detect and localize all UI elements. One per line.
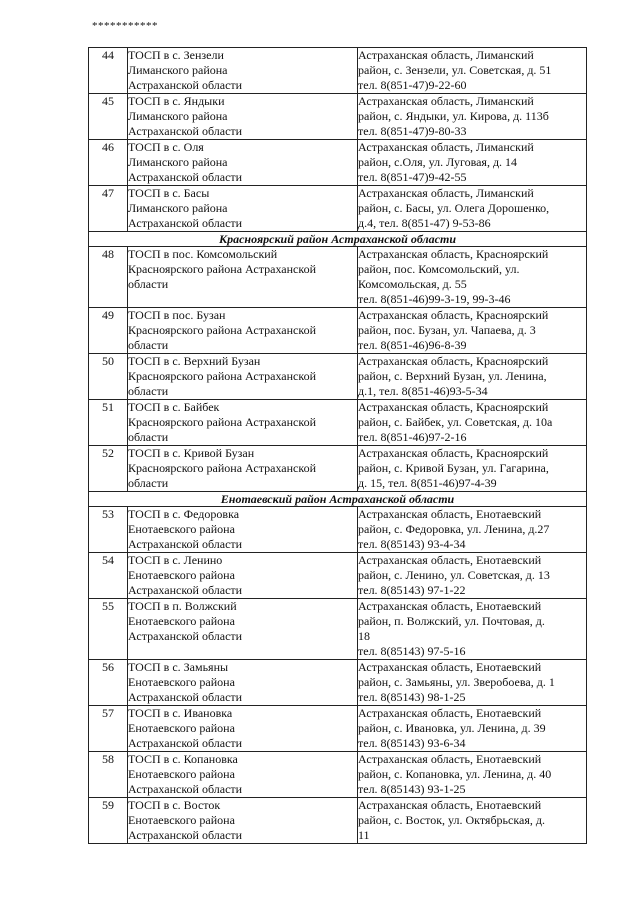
section-title: Красноярский район Астраханской области (89, 232, 587, 247)
office-address-line: район, пос. Бузан, ул. Чапаева, д. 3 (358, 323, 536, 337)
office-address-line: тел. 8(85143) 97-1-22 (358, 583, 466, 597)
office-address-line: Астраханская область, Красноярский (358, 308, 549, 322)
office-name-line: Енотаевского района (128, 721, 235, 735)
office-address-line: Астраханская область, Лиманский (358, 48, 534, 62)
office-address-line: тел. 8(851-47)9-80-33 (358, 124, 467, 138)
office-address-line: тел. 8(85143) 93-1-25 (358, 782, 466, 796)
office-name-line: ТОСП в с. Федоровка (128, 507, 240, 521)
header-asterisks: *********** (92, 20, 158, 32)
office-address-line: тел. 8(851-46)97-2-16 (358, 430, 467, 444)
office-address-line: район, с. Ивановка, ул. Ленина, д. 39 (358, 721, 546, 735)
office-address-line: Астраханская область, Красноярский (358, 400, 549, 414)
table-row (89, 400, 587, 446)
office-address-cell (358, 140, 587, 186)
section-title: Енотаевский район Астраханской области (89, 492, 587, 507)
office-address-line: тел. 8(851-46)96-8-39 (358, 338, 467, 352)
office-name-line: Енотаевского района (128, 614, 235, 628)
row-number: 50 (89, 354, 128, 400)
row-number: 47 (89, 186, 128, 232)
office-name-line: Лиманского района (128, 155, 228, 169)
office-address-line: тел. 8(851-46)99-3-19, 99-3-46 (358, 292, 511, 306)
office-address-line: район, пос. Комсомольский, ул. (358, 262, 520, 276)
row-number: 56 (89, 660, 128, 706)
table-row (89, 308, 587, 354)
office-address-line: Астраханская область, Красноярский (358, 446, 549, 460)
office-address-line: д. 15, тел. 8(851-46)97-4-39 (358, 476, 497, 490)
section-header-row (89, 492, 587, 507)
row-number: 53 (89, 507, 128, 553)
office-address-line: тел. 8(851-47)9-22-60 (358, 78, 467, 92)
office-name-cell (128, 599, 358, 660)
office-name-line: Астраханской области (128, 736, 243, 750)
row-number: 45 (89, 94, 128, 140)
office-address-line: Астраханская область, Красноярский (358, 354, 549, 368)
office-address-line: район, с. Зензели, ул. Советская, д. 51 (358, 63, 552, 77)
office-name-line: ТОСП в с. Кривой Бузан (128, 446, 255, 460)
office-name-line: ТОСП в с. Ивановка (128, 706, 233, 720)
row-number: 52 (89, 446, 128, 492)
office-name-cell (128, 446, 358, 492)
row-number: 55 (89, 599, 128, 660)
row-number: 44 (89, 48, 128, 94)
office-name-line: ТОСП в с. Восток (128, 798, 221, 812)
office-name-line: Красноярского района Астраханской (128, 323, 317, 337)
office-name-line: Лиманского района (128, 109, 228, 123)
office-name-cell (128, 706, 358, 752)
row-number: 57 (89, 706, 128, 752)
office-name-cell (128, 507, 358, 553)
office-name-cell (128, 553, 358, 599)
office-address-line: Астраханская область, Енотаевский (358, 553, 542, 567)
offices-table (88, 47, 587, 844)
table-row (89, 48, 587, 94)
office-address-cell (358, 48, 587, 94)
office-address-line: тел. 8(851-47)9-42-55 (358, 170, 467, 184)
office-name-cell (128, 186, 358, 232)
office-address-line: тел. 8(85143) 93-4-34 (358, 537, 466, 551)
office-address-cell (358, 94, 587, 140)
office-name-line: ТОСП в с. Яндыки (128, 94, 225, 108)
office-name-line: ТОСП в с. Байбек (128, 400, 220, 414)
office-name-line: Астраханской области (128, 78, 243, 92)
office-name-line: ТОСП в пос. Бузан (128, 308, 226, 322)
office-address-cell (358, 400, 587, 446)
table-row (89, 599, 587, 660)
office-name-cell (128, 247, 358, 308)
office-address-line: район, с. Ленино, ул. Советская, д. 13 (358, 568, 550, 582)
office-address-cell (358, 660, 587, 706)
table-row (89, 446, 587, 492)
office-address-line: район, с. Замьяны, ул. Зверобоева, д. 1 (358, 675, 555, 689)
office-name-line: Астраханской области (128, 170, 243, 184)
table-row (89, 507, 587, 553)
office-address-line: тел. 8(85143) 97-5-16 (358, 644, 466, 658)
office-address-line: район, с. Байбек, ул. Советская, д. 10а (358, 415, 553, 429)
office-address-line: район, с.Оля, ул. Луговая, д. 14 (358, 155, 518, 169)
office-address-line: Астраханская область, Лиманский (358, 140, 534, 154)
office-name-line: Астраханской области (128, 124, 243, 138)
office-name-line: Астраханской области (128, 828, 243, 842)
office-name-line: ТОСП в с. Басы (128, 186, 210, 200)
office-name-cell (128, 140, 358, 186)
office-name-line: Астраханской области (128, 782, 243, 796)
office-address-cell (358, 354, 587, 400)
row-number: 46 (89, 140, 128, 186)
table-row (89, 660, 587, 706)
office-name-line: ТОСП в п. Волжский (128, 599, 237, 613)
office-name-line: ТОСП в с. Ленино (128, 553, 223, 567)
row-number: 59 (89, 798, 128, 844)
office-name-cell (128, 308, 358, 354)
office-name-line: ТОСП в с. Оля (128, 140, 204, 154)
office-address-line: 18 (358, 629, 370, 643)
office-address-cell (358, 446, 587, 492)
office-address-line: район, п. Волжский, ул. Почтовая, д. (358, 614, 545, 628)
office-address-line: Астраханская область, Красноярский (358, 247, 549, 261)
office-name-cell (128, 94, 358, 140)
office-name-cell (128, 354, 358, 400)
table-row (89, 706, 587, 752)
office-address-cell (358, 706, 587, 752)
office-name-line: Астраханской области (128, 583, 243, 597)
office-name-line: Енотаевского района (128, 522, 235, 536)
office-address-cell (358, 599, 587, 660)
office-address-line: район, с. Басы, ул. Олега Дорошенко, (358, 201, 550, 215)
office-name-cell (128, 660, 358, 706)
office-address-line: район, с. Копановка, ул. Ленина, д. 40 (358, 767, 552, 781)
office-name-line: Енотаевского района (128, 767, 235, 781)
row-number: 48 (89, 247, 128, 308)
office-name-line: Астраханской области (128, 629, 243, 643)
office-name-cell (128, 48, 358, 94)
office-name-line: ТОСП в с. Верхний Бузан (128, 354, 261, 368)
office-address-line: район, с. Федоровка, ул. Ленина, д.27 (358, 522, 550, 536)
office-address-line: Астраханская область, Лиманский (358, 186, 534, 200)
office-address-line: Астраханская область, Лиманский (358, 94, 534, 108)
office-address-line: Астраханская область, Енотаевский (358, 752, 542, 766)
table-row (89, 553, 587, 599)
office-address-line: Астраханская область, Енотаевский (358, 599, 542, 613)
office-address-line: Астраханская область, Енотаевский (358, 798, 542, 812)
row-number: 58 (89, 752, 128, 798)
office-address-line: Астраханская область, Енотаевский (358, 507, 542, 521)
office-address-line: район, с. Кривой Бузан, ул. Гагарина, (358, 461, 549, 475)
office-name-line: Енотаевского района (128, 568, 235, 582)
office-address-line: тел. 8(85143) 93-6-34 (358, 736, 466, 750)
office-name-line: Красноярского района Астраханской (128, 369, 317, 383)
office-address-line: район, с. Яндыки, ул. Кирова, д. 113б (358, 109, 549, 123)
office-address-cell (358, 553, 587, 599)
table-row (89, 94, 587, 140)
office-name-cell (128, 798, 358, 844)
office-address-line: д.1, тел. 8(851-46)93-5-34 (358, 384, 488, 398)
office-name-line: Астраханской области (128, 216, 243, 230)
office-name-line: Красноярского района Астраханской (128, 461, 317, 475)
office-name-line: Лиманского района (128, 63, 228, 77)
office-address-line: район, с. Восток, ул. Октябрьская, д. (358, 813, 545, 827)
table-row (89, 798, 587, 844)
office-name-line: Красноярского района Астраханской (128, 262, 317, 276)
office-address-line: д.4, тел. 8(851-47) 9-53-86 (358, 216, 491, 230)
office-address-line: район, с. Верхний Бузан, ул. Ленина, (358, 369, 547, 383)
office-address-cell (358, 186, 587, 232)
office-address-line: Комсомольская, д. 55 (358, 277, 467, 291)
office-address-line: Астраханская область, Енотаевский (358, 706, 542, 720)
table-row (89, 186, 587, 232)
office-name-line: ТОСП в с. Замьяны (128, 660, 229, 674)
office-name-line: области (128, 384, 169, 398)
office-name-line: Астраханской области (128, 537, 243, 551)
office-name-line: ТОСП в с. Копановка (128, 752, 238, 766)
offices-table-body (89, 48, 587, 844)
table-row (89, 140, 587, 186)
office-name-line: Енотаевского района (128, 675, 235, 689)
office-address-cell (358, 752, 587, 798)
office-name-line: Астраханской области (128, 690, 243, 704)
row-number: 54 (89, 553, 128, 599)
office-address-cell (358, 308, 587, 354)
office-name-line: области (128, 338, 169, 352)
office-name-line: ТОСП в пос. Комсомольский (128, 247, 278, 261)
office-address-line: 11 (358, 828, 370, 842)
office-address-cell (358, 247, 587, 308)
table-row (89, 247, 587, 308)
office-address-cell (358, 798, 587, 844)
office-name-line: области (128, 430, 169, 444)
office-address-cell (358, 507, 587, 553)
office-name-cell (128, 400, 358, 446)
table-row (89, 752, 587, 798)
section-header-row (89, 232, 587, 247)
office-name-line: ТОСП в с. Зензели (128, 48, 224, 62)
office-address-line: Астраханская область, Енотаевский (358, 660, 542, 674)
office-name-line: области (128, 476, 169, 490)
office-address-line: тел. 8(85143) 98-1-25 (358, 690, 466, 704)
office-name-line: области (128, 277, 169, 291)
office-name-cell (128, 752, 358, 798)
row-number: 49 (89, 308, 128, 354)
office-name-line: Красноярского района Астраханской (128, 415, 317, 429)
office-name-line: Енотаевского района (128, 813, 235, 827)
table-row (89, 354, 587, 400)
office-name-line: Лиманского района (128, 201, 228, 215)
row-number: 51 (89, 400, 128, 446)
